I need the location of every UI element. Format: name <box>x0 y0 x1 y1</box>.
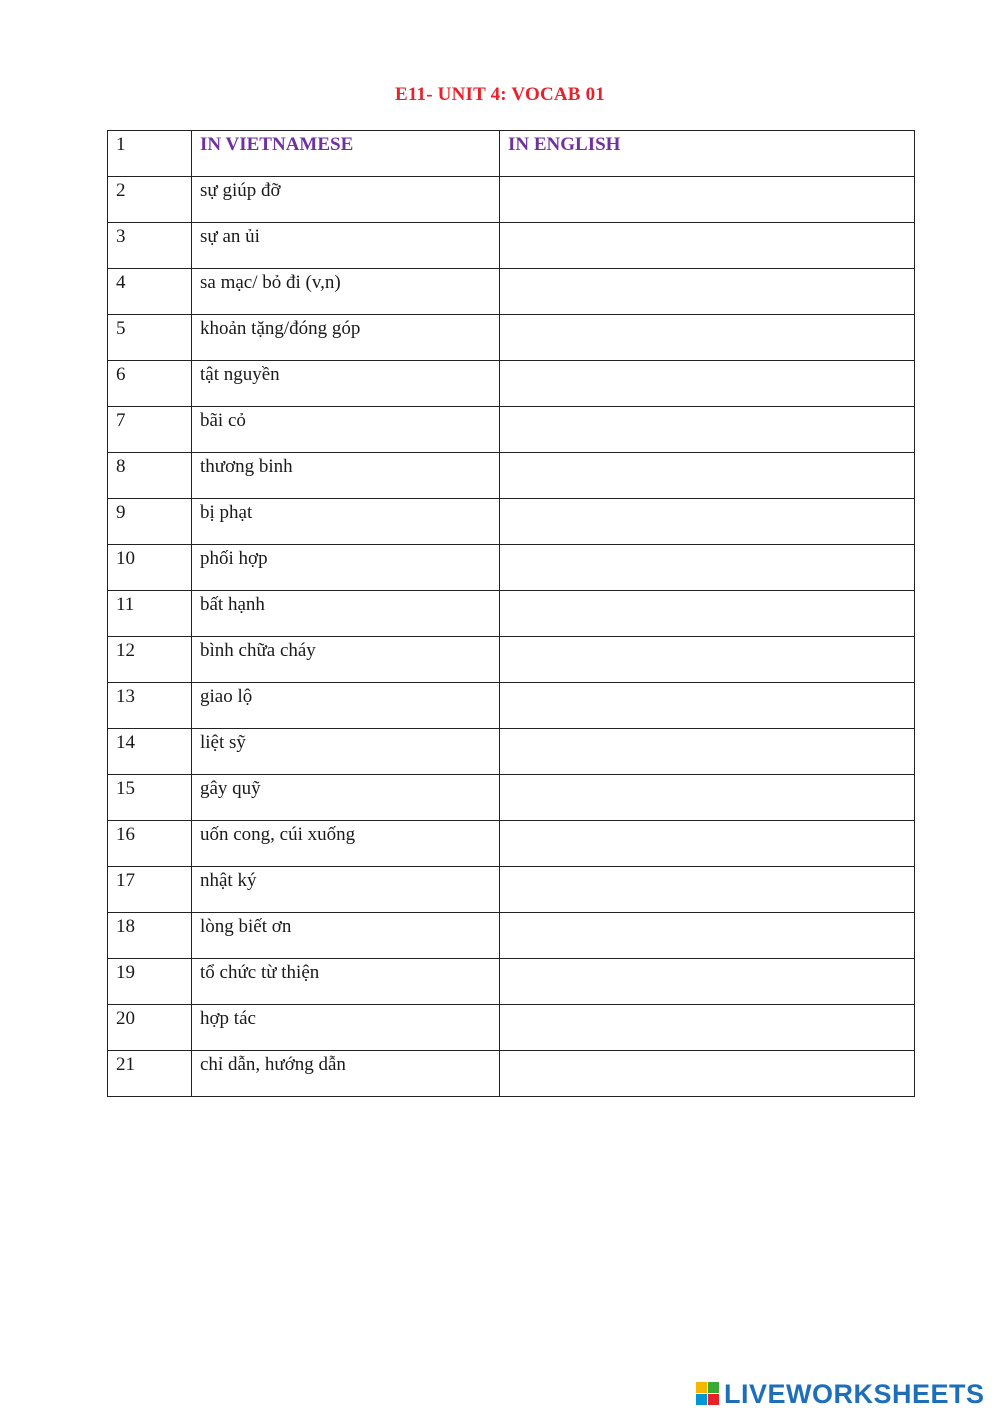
vietnamese-term-cell: sự giúp đỡ <box>192 177 500 223</box>
table-row <box>108 361 915 407</box>
table-row <box>108 545 915 591</box>
vocab-table <box>107 130 915 1097</box>
row-number-cell: 6 <box>108 361 192 407</box>
liveworksheets-logo-icon <box>696 1382 720 1406</box>
row-number-cell: 15 <box>108 775 192 821</box>
vietnamese-term-cell: giao lộ <box>192 683 500 729</box>
table-row <box>108 223 915 269</box>
vietnamese-term-cell: hợp tác <box>192 1005 500 1051</box>
table-row <box>108 453 915 499</box>
vietnamese-term-cell: nhật ký <box>192 867 500 913</box>
english-answer-cell[interactable] <box>500 775 915 821</box>
english-answer-cell[interactable] <box>500 407 915 453</box>
row-number-cell: 19 <box>108 959 192 1005</box>
row-number-cell: 12 <box>108 637 192 683</box>
vietnamese-term-cell: bất hạnh <box>192 591 500 637</box>
table-header-row <box>108 131 915 177</box>
table-row <box>108 683 915 729</box>
table-row <box>108 867 915 913</box>
table-row <box>108 1005 915 1051</box>
english-answer-cell[interactable] <box>500 1005 915 1051</box>
vietnamese-term-cell: bị phạt <box>192 499 500 545</box>
header-number-cell: 1 <box>108 131 192 177</box>
vietnamese-term-cell: chỉ dẫn, hướng dẫn <box>192 1051 500 1097</box>
english-answer-cell[interactable] <box>500 591 915 637</box>
row-number-cell: 4 <box>108 269 192 315</box>
vietnamese-term-cell: tật nguyền <box>192 361 500 407</box>
worksheet-title: E11- UNIT 4: VOCAB 01 <box>394 84 606 105</box>
row-number-cell: 11 <box>108 591 192 637</box>
vietnamese-term-cell: bình chữa cháy <box>192 637 500 683</box>
vocab-table-body <box>108 131 915 1097</box>
table-row <box>108 591 915 637</box>
table-row <box>108 959 915 1005</box>
table-row <box>108 729 915 775</box>
vietnamese-term-cell: sự an ủi <box>192 223 500 269</box>
logo-text: LIVEWORKSHEETS <box>724 1378 985 1409</box>
table-row <box>108 499 915 545</box>
row-number-cell: 13 <box>108 683 192 729</box>
table-row <box>108 821 915 867</box>
vietnamese-term-cell: phối hợp <box>192 545 500 591</box>
row-number-cell: 9 <box>108 499 192 545</box>
english-answer-cell[interactable] <box>500 637 915 683</box>
english-answer-cell[interactable] <box>500 913 915 959</box>
vietnamese-term-cell: gây quỹ <box>192 775 500 821</box>
vietnamese-term-cell: tổ chức từ thiện <box>192 959 500 1005</box>
english-answer-cell[interactable] <box>500 683 915 729</box>
header-vietnamese-cell: IN VIETNAMESE <box>192 131 500 177</box>
english-answer-cell[interactable] <box>500 361 915 407</box>
table-row <box>108 269 915 315</box>
english-answer-cell[interactable] <box>500 729 915 775</box>
row-number-cell: 21 <box>108 1051 192 1097</box>
row-number-cell: 8 <box>108 453 192 499</box>
english-answer-cell[interactable] <box>500 269 915 315</box>
english-answer-cell[interactable] <box>500 453 915 499</box>
row-number-cell: 18 <box>108 913 192 959</box>
english-answer-cell[interactable] <box>500 223 915 269</box>
table-row <box>108 775 915 821</box>
row-number-cell: 17 <box>108 867 192 913</box>
vietnamese-term-cell: khoản tặng/đóng góp <box>192 315 500 361</box>
table-row <box>108 637 915 683</box>
english-answer-cell[interactable] <box>500 545 915 591</box>
row-number-cell: 14 <box>108 729 192 775</box>
vietnamese-term-cell: bãi cỏ <box>192 407 500 453</box>
liveworksheets-logo <box>696 1376 985 1412</box>
vietnamese-term-cell: sa mạc/ bỏ đi (v,n) <box>192 269 500 315</box>
row-number-cell: 20 <box>108 1005 192 1051</box>
row-number-cell: 16 <box>108 821 192 867</box>
english-answer-cell[interactable] <box>500 1051 915 1097</box>
row-number-cell: 2 <box>108 177 192 223</box>
row-number-cell: 3 <box>108 223 192 269</box>
english-answer-cell[interactable] <box>500 821 915 867</box>
table-row <box>108 913 915 959</box>
row-number-cell: 7 <box>108 407 192 453</box>
table-row <box>108 407 915 453</box>
english-answer-cell[interactable] <box>500 177 915 223</box>
english-answer-cell[interactable] <box>500 315 915 361</box>
row-number-cell: 10 <box>108 545 192 591</box>
row-number-cell: 5 <box>108 315 192 361</box>
table-row <box>108 177 915 223</box>
vietnamese-term-cell: thương binh <box>192 453 500 499</box>
english-answer-cell[interactable] <box>500 959 915 1005</box>
vietnamese-term-cell: uốn cong, cúi xuống <box>192 821 500 867</box>
english-answer-cell[interactable] <box>500 867 915 913</box>
english-answer-cell[interactable] <box>500 499 915 545</box>
table-row <box>108 1051 915 1097</box>
table-row <box>108 315 915 361</box>
header-english-cell: IN ENGLISH <box>500 131 915 177</box>
vietnamese-term-cell: lòng biết ơn <box>192 913 500 959</box>
vietnamese-term-cell: liệt sỹ <box>192 729 500 775</box>
